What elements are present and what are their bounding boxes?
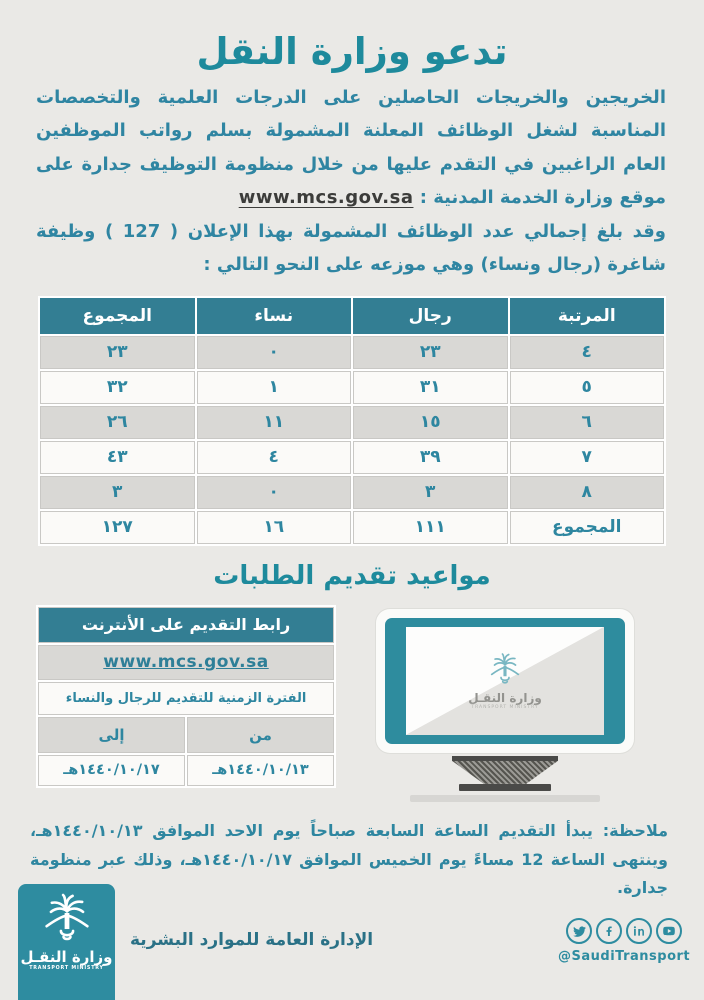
- note-text: يبدأ التقديم الساعة السابعة صباحاً يوم الاحد الموافق ١٤٤٠/١٠/١٣هـ، وينتهى الساعة 12 مساءً يوم الخميس الموافق ١٤٤٠/١٠/١٧هـ، وذلك عبر منظومة جدارة.: [30, 820, 668, 898]
- intro-text-2: وقد بلغ إجمالي عدد الوظائف المشمولة بهذا الإعلان ( 127 ) وظيفة شاغرة (رجال ونساء) وهي موزعه على النحو التالي :: [36, 220, 666, 276]
- ministry-logo-title: وزارة النقـل: [468, 690, 542, 705]
- department-name: الإدارة العامة للموارد البشرية: [130, 930, 374, 950]
- badge-subtitle: TRANSPORT MINISTRY: [29, 966, 104, 971]
- cell-rank: ٤: [510, 336, 665, 369]
- cell-men: ٢٣: [353, 336, 508, 369]
- cell-men: ١١١: [353, 511, 508, 544]
- palm-emblem-icon: [488, 652, 522, 690]
- table-row: [40, 476, 664, 509]
- cell-total: ٣٢: [40, 371, 195, 404]
- twitter-icon[interactable]: [566, 918, 592, 944]
- footer-ministry-badge: [18, 884, 115, 1000]
- cell-women: ١٦: [197, 511, 352, 544]
- from-label: من: [187, 717, 334, 753]
- cell-rank: ٥: [510, 371, 665, 404]
- cell-men: ٣١: [353, 371, 508, 404]
- cell-women: ٤: [197, 441, 352, 474]
- cell-women: ٠: [197, 476, 352, 509]
- monitor-shadow: [410, 795, 600, 802]
- ministry-logo: [468, 652, 542, 710]
- table-row: [40, 371, 664, 404]
- to-label: إلى: [38, 717, 185, 753]
- cell-total: ٢٦: [40, 406, 195, 439]
- cell-rank: المجموع: [510, 511, 665, 544]
- cell-rank: ٧: [510, 441, 665, 474]
- monitor-base: [459, 784, 551, 791]
- monitor-stand-neck: [452, 761, 558, 784]
- note-paragraph: [30, 817, 668, 903]
- col-total: المجموع: [40, 298, 195, 334]
- cell-women: ٠: [197, 336, 352, 369]
- note-label: ملاحظة:: [602, 820, 668, 840]
- cell-total: ٤٣: [40, 441, 195, 474]
- youtube-icon[interactable]: [656, 918, 682, 944]
- facebook-icon[interactable]: [596, 918, 622, 944]
- cell-men: ١٥: [353, 406, 508, 439]
- social-handle[interactable]: @SaudiTransport: [558, 949, 691, 964]
- cell-rank: ٦: [510, 406, 665, 439]
- vacancies-header-row: [40, 298, 664, 334]
- ministry-logo-subtitle: TRANSPORT MINISTRY: [471, 704, 539, 710]
- period-label: الفترة الزمنية للتقديم للرجال والنساء: [38, 682, 334, 715]
- schedule-link-header: رابط التقديم على الأنترنت: [38, 607, 334, 643]
- apply-row: [22, 605, 674, 802]
- monitor-frame: [376, 609, 634, 753]
- col-women: نساء: [197, 298, 352, 334]
- intro-text-1-body: الخريجين والخريجات الحاصلين على الدرجات العلمية والتخصصات المناسبة لشغل الوظائف المعلنة المشمولة بسلم رواتب الموظفين العام الراغبين في التقدم عليها من خلال منظومة التوظيف جدارة على موقع وزارة الخدمة المدنية :: [36, 87, 666, 209]
- vacancies-table: [38, 296, 666, 546]
- cell-total: ٣: [40, 476, 195, 509]
- cell-total: ٢٣: [40, 336, 195, 369]
- schedule-table: [36, 605, 336, 788]
- from-date: ١٤٤٠/١٠/١٣هـ: [187, 755, 334, 786]
- linkedin-icon[interactable]: [626, 918, 652, 944]
- cell-men: ٣: [353, 476, 508, 509]
- table-total-row: [40, 511, 664, 544]
- cell-women: ١: [197, 371, 352, 404]
- application-url-link[interactable]: www.mcs.gov.sa: [103, 652, 269, 673]
- schedule-section-title: مواعيد تقديم الطلبات: [213, 560, 491, 591]
- badge-title: وزارة النقـل: [20, 948, 113, 966]
- cell-women: ١١: [197, 406, 352, 439]
- schedule-table-wrap: [36, 605, 336, 788]
- intro-text-1: [36, 81, 666, 215]
- social-icons-row: [558, 918, 690, 944]
- col-men: رجال: [353, 298, 508, 334]
- monitor-stand-bar: [452, 756, 558, 761]
- palm-emblem-icon: [41, 892, 93, 950]
- page-title: تدعو وزارة النقل: [196, 30, 508, 73]
- civil-service-url-link[interactable]: www.mcs.gov.sa: [238, 187, 414, 209]
- to-date: ١٤٤٠/١٠/١٧هـ: [38, 755, 185, 786]
- intro-paragraph: [36, 81, 666, 282]
- cell-men: ٣٩: [353, 441, 508, 474]
- table-row: [40, 336, 664, 369]
- monitor-screen: [406, 627, 604, 735]
- cell-rank: ٨: [510, 476, 665, 509]
- schedule-link-cell: [38, 645, 334, 680]
- table-row: [40, 441, 664, 474]
- social-block: [558, 918, 690, 964]
- col-rank: المرتبة: [510, 298, 665, 334]
- monitor-illustration: [336, 605, 674, 802]
- cell-total: ١٢٧: [40, 511, 195, 544]
- table-row: [40, 406, 664, 439]
